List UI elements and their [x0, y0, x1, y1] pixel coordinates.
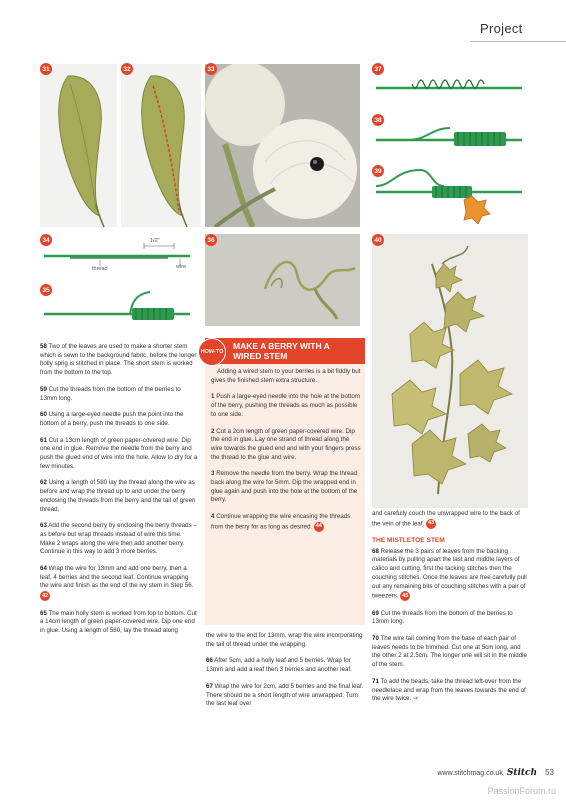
step-58 — [40, 343, 198, 378]
step-badge-37: 37 — [372, 63, 384, 75]
brand-logo: Stitch — [506, 768, 538, 778]
step-text: Two of the leaves are used to make a shorter stem which is sewn to the background fabric, before the longer holly sprig is stitched in place. The short stem is worked from the bottom to the top. — [40, 343, 197, 377]
wrapped-wire-diagram — [40, 288, 200, 328]
step-number: 63 — [40, 522, 47, 530]
photo-step-40 — [372, 234, 528, 508]
step-67-continued — [372, 510, 530, 529]
ivy-stem-image — [372, 234, 528, 508]
step-badge-38: 38 — [372, 114, 384, 126]
step-59 — [40, 386, 198, 403]
howto-step-1 — [211, 393, 361, 419]
step-number: 66 — [206, 657, 213, 665]
diagram-step-39 — [372, 164, 532, 224]
step-69 — [372, 610, 530, 627]
step-text: Remove the needle from the berry. Wrap the thread back along the wire for 5mm. Dip the wrapped end in glue again and push into the hole at the bottom of the berry. — [211, 470, 358, 504]
howto-intro: Adding a wired stem to your berries is a bit fiddly but gives the finished stem extra structure. — [211, 368, 361, 384]
watermark: PassionForum.ru — [487, 786, 556, 796]
step-text: Push a large-eyed needle into the hole at the bottom of the berry, pushing the threads as much as possible to one side. — [211, 393, 360, 418]
step-number: 62 — [40, 479, 47, 487]
step-text: the wire to the end for 13mm, wrap the wire incorporating the tail of thread under the wrapping. — [206, 632, 363, 648]
wire-wrap-leaf-diagram — [372, 164, 532, 224]
step-66 — [206, 657, 364, 674]
step-65 — [40, 610, 198, 636]
step-number: 70 — [372, 635, 379, 643]
step-60 — [40, 411, 198, 428]
step-64 — [40, 565, 198, 601]
image-ref-badge: 42 — [40, 591, 50, 601]
photo-step-32 — [121, 64, 201, 227]
photo-step-31 — [40, 64, 117, 227]
step-badge-35: 35 — [40, 284, 52, 296]
step-number: 58 — [40, 343, 47, 350]
step-number: 64 — [40, 565, 47, 573]
wire-wrap-diagram — [372, 70, 532, 106]
continue-arrow-icon: ➔ — [412, 695, 419, 703]
step-text: and carefully couch the unwrapped wire to the back of the vein of the leaf. — [372, 510, 520, 528]
section-title: Project — [480, 21, 523, 36]
howto-step-3 — [211, 470, 361, 505]
step-text: Cut the threads from the bottom of the berries to 13mm long. — [372, 609, 513, 626]
section-header — [470, 18, 566, 42]
step-62 — [40, 479, 198, 514]
step-number: 60 — [40, 411, 47, 419]
step-number: 4 — [211, 513, 215, 521]
step-text: The main holly stem is worked from top to bottom. Cut a 14cm length of green paper-covered wire. Dip one end in glue. Using a length of 580, lay the thread along — [40, 609, 197, 634]
instructions-column-3 — [372, 510, 530, 712]
howto-header — [200, 338, 365, 364]
step-number: 1 — [211, 393, 215, 401]
step-badge-31: 31 — [40, 63, 52, 75]
instructions-column-1 — [40, 343, 198, 644]
image-ref-badge: 43 — [426, 519, 436, 529]
howto-title-line-2: WIRED STEM — [233, 351, 288, 361]
step-number: 59 — [40, 385, 47, 393]
step-text: Cut a 13cm length of green paper-covered wire. Dip one end in glue. Remove the needle from the berry and push the glued end of wire into the hole. Allow to dry for a few minutes. — [40, 436, 198, 470]
step-text: Using a large-eyed needle push the point into the bottom of a berry, push the threads to one side. — [40, 411, 184, 427]
step-67 — [206, 683, 364, 709]
howto-step-2 — [211, 428, 361, 463]
diagram-step-34 — [40, 238, 200, 280]
howto-body — [211, 368, 361, 540]
photo-step-33 — [205, 64, 360, 227]
diagram-step-37 — [372, 70, 532, 106]
step-badge-39: 39 — [372, 165, 384, 177]
step-text: After 5cm, add a holly leaf and 5 berries. Wrap for 13mm and add a leaf then 3 berries and another leaf. — [206, 657, 352, 674]
step-badge-40: 40 — [372, 234, 384, 246]
step-number: 69 — [372, 609, 379, 617]
leaf-image-couched — [121, 64, 201, 227]
wire-wrap-diagram — [372, 118, 532, 158]
step-text: Wrap the wire for 2cm, add 5 berries and the final leaf. There should be a short length of wire unwrapped. Turn the last leaf over — [206, 682, 364, 708]
step-65-continued — [206, 632, 364, 649]
footer-url: www.stitchmag.co.uk — [437, 770, 503, 777]
howto-title-line-1: MAKE A BERRY WITH A — [233, 341, 330, 351]
step-61 — [40, 437, 198, 472]
wire-label: wire — [176, 264, 187, 270]
thread-label: thread — [92, 266, 108, 272]
page-number: 53 — [545, 768, 554, 777]
page-footer — [437, 768, 554, 778]
step-number: 61 — [40, 436, 47, 444]
step-text: The wire tail coming from the base of each pair of leaves needs to be trimmed. Cut one at 5cm long, and the other 2 at 2.5cm. The longer one will sit in the middle of the stem. — [372, 635, 528, 669]
step-text: To add the beads, take the thread left-over from the needlelace and wrap from the leaves towards the end of the wire twice. — [372, 677, 526, 703]
measure-label: 1/2" — [150, 238, 160, 244]
step-badge-34: 34 — [40, 234, 52, 246]
instructions-column-2 — [206, 632, 364, 717]
berry-closeup-image — [205, 64, 360, 227]
step-63 — [40, 522, 198, 557]
howto-title — [233, 341, 330, 361]
step-text: Cut the threads from the bottom of the berries to 13mm long. — [40, 385, 181, 402]
photo-step-36 — [205, 234, 360, 326]
step-badge-36: 36 — [205, 234, 217, 246]
diagram-step-38 — [372, 118, 532, 158]
mistletoe-section-heading: THE MISTLETOE STEM — [372, 537, 445, 545]
step-badge-33: 33 — [205, 63, 217, 75]
step-number: 71 — [372, 677, 379, 685]
image-ref-badge: 44 — [314, 522, 324, 532]
diagram-step-35 — [40, 288, 200, 328]
step-text: Continue wrapping the wire encasing the threads from the berry for as long as desired. — [211, 513, 351, 531]
step-number: 2 — [211, 427, 215, 435]
howto-panel — [200, 338, 365, 625]
step-text: Wrap the wire for 13mm and add one berry, then a leaf, 4 berries and the second leaf. Continue wrapping the wire and finish as the end of the ivy stem in Step 56. — [40, 565, 194, 590]
leaf-image — [40, 64, 117, 227]
image-ref-badge: 45 — [400, 591, 410, 601]
step-70 — [372, 635, 530, 670]
step-number: 68 — [372, 547, 379, 555]
step-71 — [372, 678, 530, 704]
howto-badge: HOW-TO — [198, 338, 226, 366]
step-number: 67 — [206, 682, 213, 690]
wrapped-stem-image — [205, 234, 360, 326]
step-badge-32: 32 — [121, 63, 133, 75]
step-number: 65 — [40, 609, 47, 617]
step-text: Release the 3 pairs of leaves from the backing materials by pulling apart the last and middle layers of calico and cutting, first the tacking stitches then the couching stitches. Once the leaves are free carefully pull out any remaining bits of couching stitches with a pair of tweezers. — [372, 547, 527, 600]
step-68 — [372, 548, 530, 602]
howto-step-4 — [211, 513, 361, 532]
step-text: Cut a 2cm length of green paper-covered wire. Dip the end in glue. Lay one strand of thread along the wire towards the glued end and with your fingers press the thread to the glue and wire. — [211, 427, 361, 461]
step-number: 3 — [211, 470, 215, 478]
step-text: Using a length of 580 lay the thread along the wire as before and wrap the thread up to and under the berry enclosing the threads from the berry and the tail of green thread. — [40, 479, 196, 513]
step-text: Add the second berry by enclosing the berry threads – as before but wrap threads instead of wire this time. Make 2 wraps along the wire then add another berry. Continue in this way to add 3 more berries. — [40, 522, 197, 556]
thread-on-wire-diagram — [40, 238, 200, 280]
